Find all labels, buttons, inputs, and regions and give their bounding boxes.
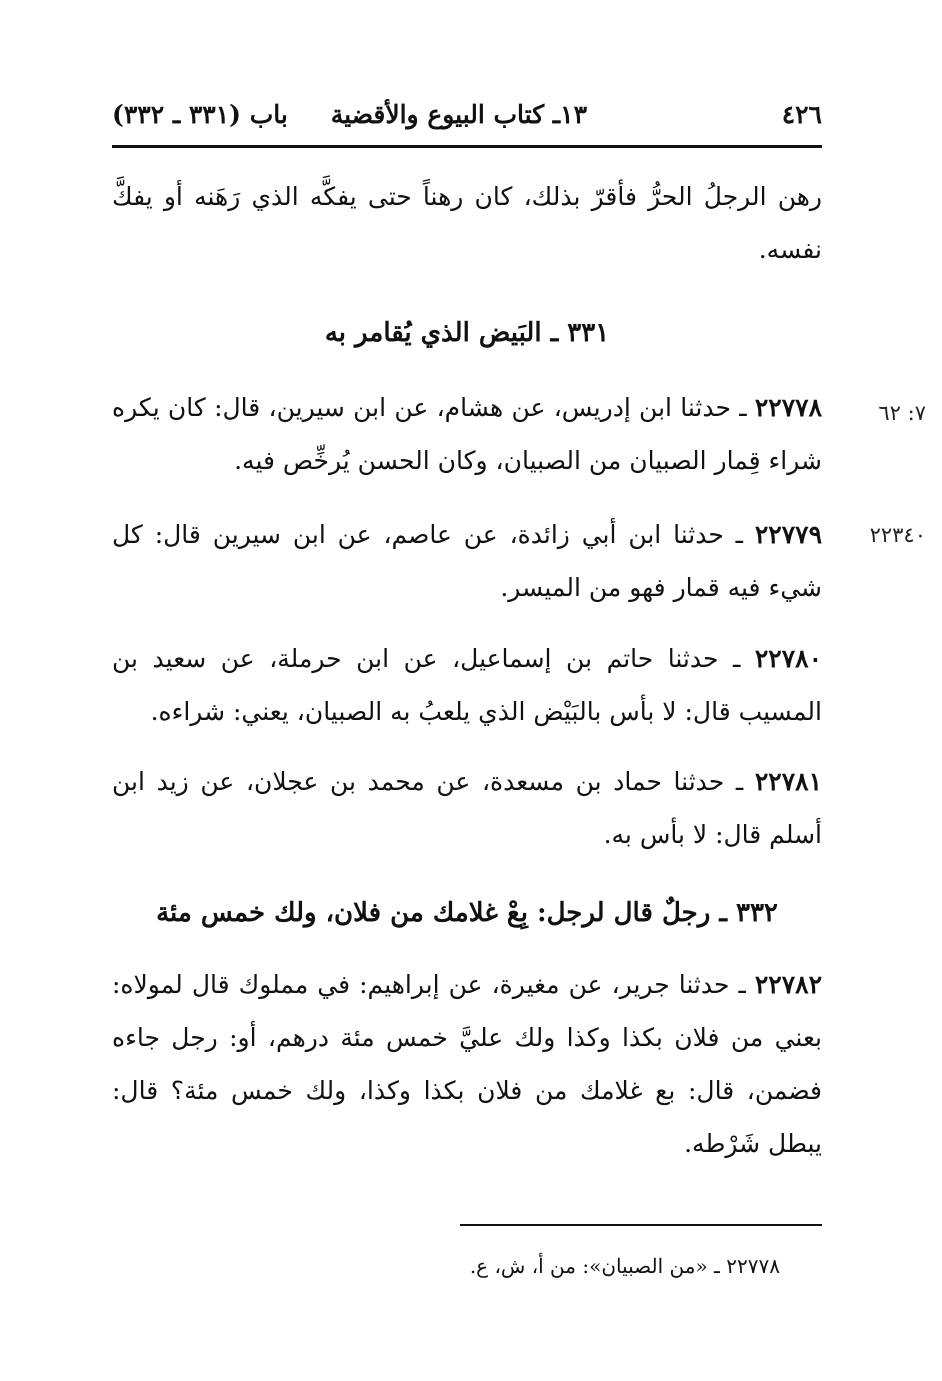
header-rule [112,145,822,148]
hadith-text: ـ حدثنا حاتم بن إسماعيل، عن ابن حرملة، عن سعيد بن المسيب قال: لا بأس بالبَيْض الذي يلعبُ به الصبيان، يعني: شراءه. [112,644,822,726]
section-heading-332: ٣٣٢ ـ رجلٌ قال لرجل: بِعْ غلامك من فلان، ولك خمس مئة [156,898,778,928]
hadith-number: ٢٢٧٧٨ [754,393,822,422]
margin-reference: ٧: ٦٢ [878,401,926,425]
hadith-22780 [112,632,822,738]
hadith-22781 [112,755,822,861]
book-title: ١٣ـ كتاب البيوع والأقضية [330,100,587,129]
hadith-22779 [112,508,822,614]
hadith-number: ٢٢٧٨١ [754,767,822,796]
hadith-number: ٢٢٧٨٠ [754,644,822,673]
footnote: ٢٢٧٧٨ ـ «من الصبيان»: من أ، ش، ع. [469,1254,780,1278]
hadith-text: ـ حدثنا حماد بن مسعدة، عن محمد بن عجلان، عن زيد ابن أسلم قال: لا بأس به. [112,767,822,849]
page-number: ٤٢٦ [781,100,822,129]
intro-paragraph: رهن الرجلُ الحرُّ فأقرّ بذلك، كان رهناً حتى يفكَّه الذي رَهَنه أو يفكَّ نفسه. [112,182,822,264]
margin-reference: ٢٢٣٤٠ [869,523,926,547]
hadith-22778 [112,381,822,487]
section-heading-331: ٣٣١ ـ البَيض الذي يُقامر به [324,318,610,348]
hadith-number: ٢٢٧٨٢ [754,970,822,999]
footnote-rule [460,1224,822,1226]
hadith-22782 [112,958,822,1170]
hadith-number: ٢٢٧٧٩ [754,520,822,549]
running-header [112,100,822,140]
hadith-text: ـ حدثنا جرير، عن مغيرة، عن إبراهيم: في مملوك قال لمولاه: بعني من فلان بكذا وكذا ولك عليَّ خمس مئة درهم، أو: رجل جاءه فضمن، قال: بع غلامك من فلان بكذا وكذا، ولك خمس مئة؟ قال: يبطل شَرْطه. [112,970,822,1158]
hadith-text: ـ حدثنا ابن أبي زائدة، عن عاصم، عن ابن سيرين قال: كل شيء فيه قمار فهو من الميسر. [112,520,822,602]
chapter-range: باب (٣٣١ ـ ٣٣٢) [112,100,288,129]
hadith-text: ـ حدثنا ابن إدريس، عن هشام، عن ابن سيرين، قال: كان يكره شراء قِمار الصبيان من الصبيان، وكان الحسن يُرخِّص فيه. [112,393,822,475]
